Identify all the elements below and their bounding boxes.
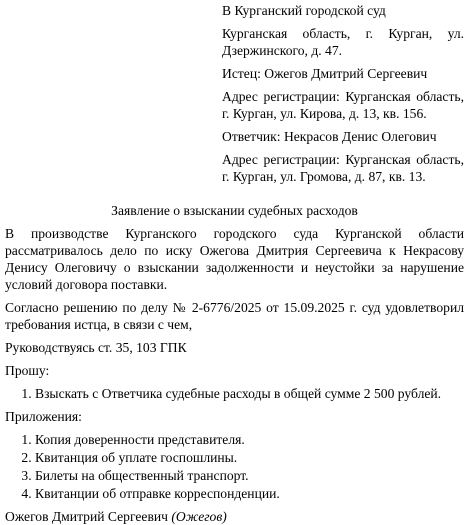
defendant-name: Ответчик: Некрасов Денис Олегович [222, 129, 437, 144]
plaintiff-name: Истец: Ожегов Дмитрий Сергеевич [222, 66, 428, 81]
attachments-list [5, 431, 464, 502]
attachment-item: 1. Копия доверенности представителя. [35, 431, 464, 448]
document-header [222, 2, 464, 191]
request-list [5, 385, 464, 402]
defendant-address: Адрес регистрации: Курганская область, г. Курган, ул. Громова, д. 87, кв. 13. [222, 152, 464, 184]
plaintiff-address: Адрес регистрации: Курганская область, г. Курган, ул. Кирова, д. 13, кв. 156. [222, 89, 464, 121]
attachment-item: 2. Квитанция об уплате госпошлины. [35, 449, 464, 466]
document-title: Заявление о взыскании судебных расходов [111, 203, 358, 218]
document-body [5, 202, 464, 525]
signatory-name: Ожегов Дмитрий Сергеевич [5, 509, 168, 524]
attachment-item: 3. Билеты на общественный транспорт. [35, 467, 464, 484]
signature-line [5, 508, 464, 525]
handwritten-signature: (Ожегов) [171, 509, 227, 524]
request-item: 1. Взыскать с Ответчика судебные расходы в общей сумме 2 500 рублей. [35, 385, 464, 402]
court-address: Курганская область, г. Курган, ул. Дзержинского, д. 47. [222, 26, 464, 58]
attachments-label: Приложения: [5, 409, 82, 424]
paragraph-case: В производстве Курганского городского суда Курганской области рассматривалось дело по иску Ожегова Дмитрия Сергеевича к Некрасову Денису Олеговичу о взыскании задолженности и неустойки за нарушение условий договора поставки. [5, 226, 464, 292]
paragraph-decision: Согласно решению по делу № 2-6776/2025 от 15.09.2025 г. суд удовлетворил требования истца, в связи с чем, [5, 300, 464, 332]
request-label: Прошу: [5, 363, 50, 378]
paragraph-legal-basis: Руководствуясь ст. 35, 103 ГПК [5, 340, 187, 355]
attachment-item: 4. Квитанции об отправке корреспонденции. [35, 485, 464, 502]
court-name: В Курганский городской суд [222, 3, 386, 18]
